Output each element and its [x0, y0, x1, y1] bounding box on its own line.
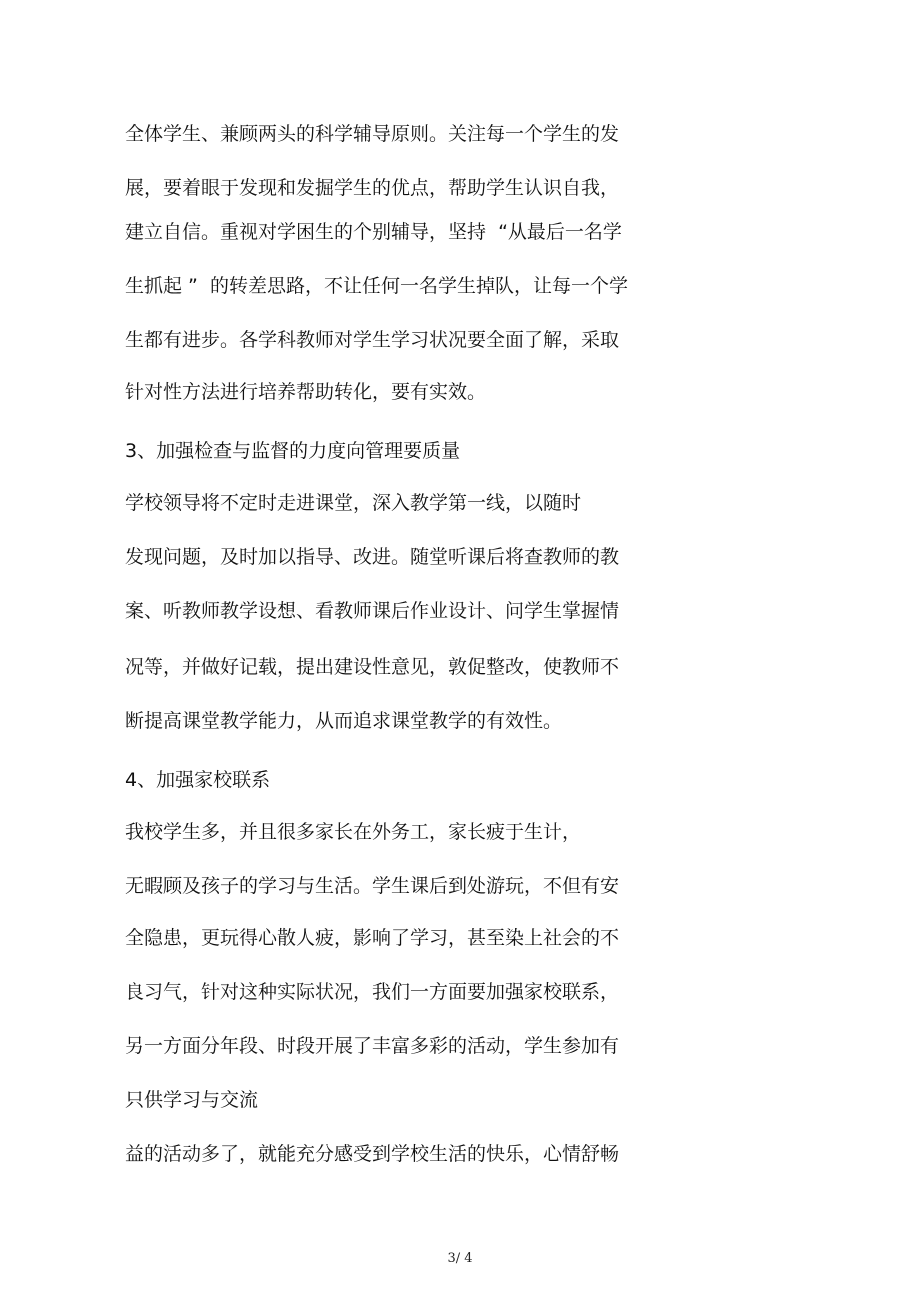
text-line: 断提高课堂教学能力，从而追求课堂教学的有效性。	[125, 710, 563, 732]
text-line: 学校领导将不定时走进课堂，深入教学第一线，以随时	[125, 492, 582, 514]
text-line: 发现问题，及时加以指导、改进。随堂听课后将查教师的教	[125, 546, 620, 568]
section-heading: 4、加强家校联系	[125, 769, 271, 791]
text-line: 全隐患，更玩得心散人疲，影响了学习，甚至染上社会的不	[125, 927, 620, 949]
text-line: 无暇顾及孩子的学习与生活。学生课后到处游玩，不但有安	[125, 875, 620, 897]
text-line: 生都有进步。各学科教师对学生学习状况要全面了解，采取	[125, 329, 620, 351]
text-line: 针对性方法进行培养帮助转化，要有实效。	[125, 381, 487, 403]
text-line: 生抓起 ” 的转差思路，不让任何一名学生掉队，让每一个学	[125, 275, 628, 297]
text-line: 况等，并做好记载，提出建设性意见，敦促整改，使教师不	[125, 656, 620, 678]
text-line: 良习气，针对这种实际状况，我们一方面要加强家校联系，	[125, 981, 620, 1003]
text-line: 我校学生多，并且很多家长在外务工，家长疲于生计，	[125, 821, 582, 843]
text-line: 案、听教师教学设想、看教师课后作业设计、问学生掌握情	[125, 600, 620, 622]
text-line: 全体学生、兼顾两头的科学辅导原则。关注每一个学生的发	[125, 123, 620, 145]
text-line: 另一方面分年段、时段开展了丰富多彩的活动，学生参加有	[125, 1035, 620, 1057]
text-line: 展，要着眼于发现和发掘学生的优点，帮助学生认识自我，	[125, 177, 620, 199]
watermark-note: 只供学习与交流	[125, 1089, 259, 1111]
text-line: 益的活动多了，就能充分感受到学校生活的快乐，心情舒畅	[125, 1143, 620, 1165]
page-number: 3/ 4	[447, 1251, 473, 1266]
text-line: 建立自信。重视对学困生的个别辅导，坚持 “从最后一名学	[125, 221, 622, 243]
section-heading: 3、加强检查与监督的力度向管理要质量	[125, 440, 461, 462]
